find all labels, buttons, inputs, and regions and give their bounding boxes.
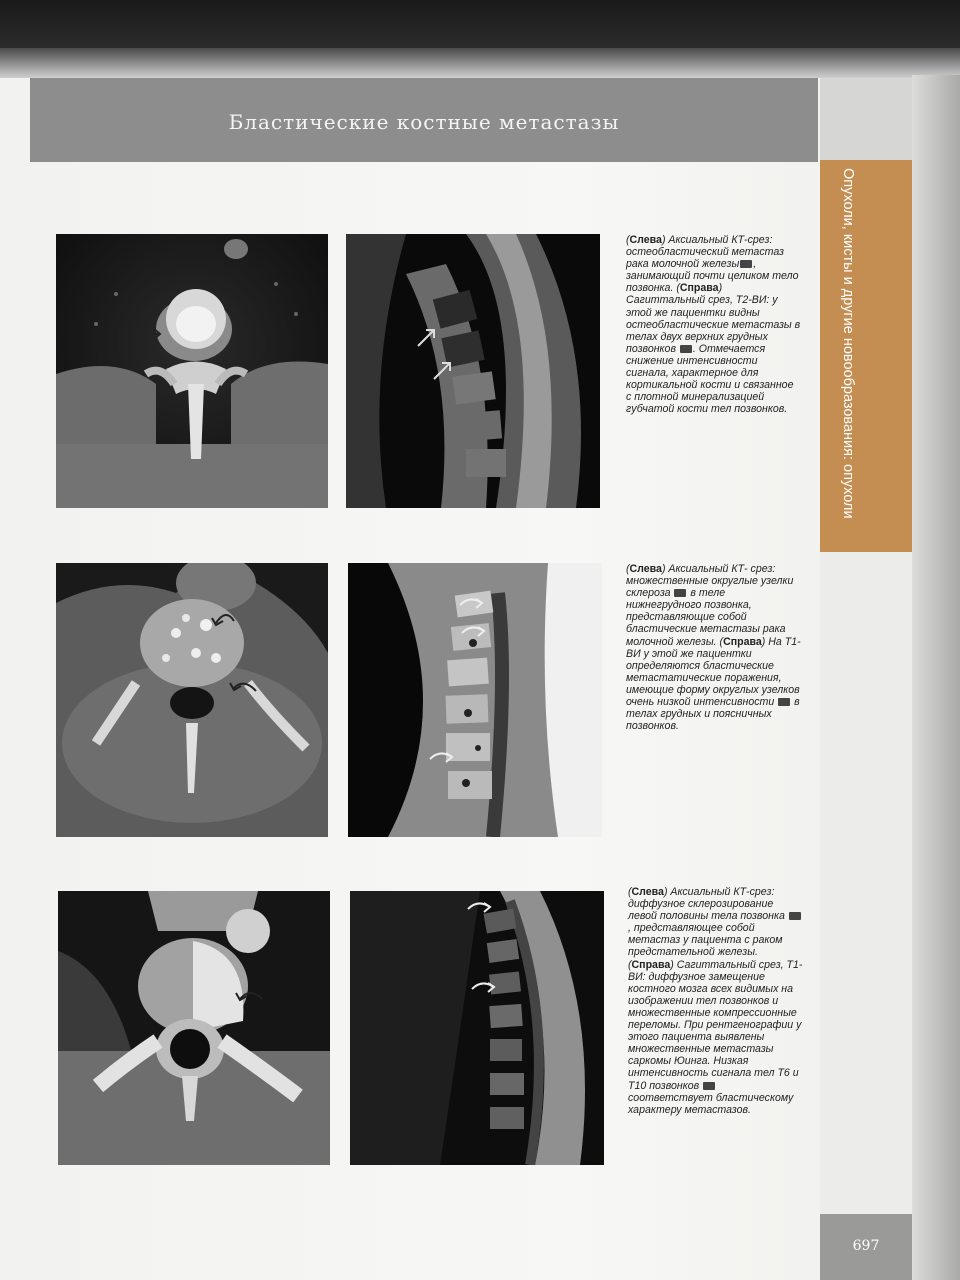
ct-axial-image-2 — [56, 563, 328, 837]
caption-1-right-text-2: . Отмечается снижение интенсивности сигнала, характерное для кортикальной кости и связанное с плотной минерализацией губчатой кости тел позвонков. — [626, 342, 794, 416]
mri-sagittal-image-3 — [350, 891, 604, 1165]
solid-arrow-icon — [789, 912, 801, 920]
side-pale-column — [820, 552, 912, 1214]
page-edge-shadow — [912, 75, 960, 1280]
caption-3-right-label: Справа — [631, 958, 671, 971]
caption-1-left-label: Слева — [629, 234, 662, 246]
top-gradient-band — [0, 48, 960, 78]
caption-1-left-text-2: , занимающий почти целиком тело позвонка. — [626, 258, 799, 295]
caption-3-left-text: Аксиальный КТ-срез: диффузное склерозирование левой половины тела позвонка — [628, 886, 785, 923]
page-number: 697 — [852, 1238, 880, 1254]
caption-1-left-text: Аксиальный КТ-срез: остеобластический метастаз рака молочной железы — [626, 234, 784, 271]
solid-arrow-icon — [703, 1082, 715, 1090]
caption-2-left-text-2: в теле нижнегрудного позвонка, представляющие собой бластические метастазы рака молочной железы. — [626, 587, 786, 648]
ct-axial-image-1 — [56, 234, 328, 508]
chapter-tab — [820, 160, 912, 552]
mri-sagittal-image-2 — [348, 563, 602, 837]
side-grey-block — [820, 78, 912, 160]
caption-1-right-label: Справа — [679, 282, 719, 295]
caption-3: (Слева) Аксиальный КТ-срез: диффузное склерозирование левой половины тела позвонка , представляющее собой метастаз у пациента с раком предстательной железы. (Справа) Сагиттальный срез, Т1-ВИ: диффузное замещение костного мозга всех видимых на изображении тел позвонков и множественные компрессионные переломы. При рентгенографии у этого пациента выявлены множественные метастазы саркомы Юинга. Низкая интенсивность сигнала тел Т6 и Т10 позвонков соответствует бластическому характеру метастазов. — [628, 886, 803, 1116]
caption-3-left-label: Слева — [631, 886, 664, 898]
solid-arrow-icon — [778, 698, 790, 706]
open-arrow-icon — [740, 260, 752, 268]
ct-axial-image-3 — [58, 891, 330, 1165]
caption-3-right-text: Сагиттальный срез, Т1-ВИ: диффузное замещение костного мозга всех видимых на изображении тел позвонков и множественные компрессионные переломы. При рентгенографии у этого пациента выявлены множественные метастазы саркомы Юинга. Низкая интенсивность сигнала тел Т6 и Т10 позвонков — [628, 958, 803, 1092]
caption-2-left-label: Слева — [629, 563, 662, 575]
page-title: Бластические костные метастазы — [228, 110, 620, 134]
caption-2-right-text-2: в телах грудных и поясничных позвонков. — [626, 696, 800, 733]
caption-2-left-text: Аксиальный КТ- срез: множественные округлые узелки склероза — [626, 563, 794, 600]
caption-1: (Слева) Аксиальный КТ-срез: остеобластический метастаз рака молочной железы , занимающий почти целиком тело позвонка. (Справа) Сагиттальный срез, Т2-ВИ: у этой же пациентки видны остеобластические метастазы в телах двух верхних грудных позвонков . Отмечается снижение интенсивности сигнала, характерное для кортикальной кости и связанное с плотной минерализацией губчатой кости тел позвонков. — [626, 234, 801, 416]
open-arrow-icon — [674, 589, 686, 597]
chapter-tab-label: Опухоли, кисты и другие новообразования: опухоли — [840, 168, 856, 519]
caption-1-right-text: Сагиттальный срез, Т2-ВИ: у этой же пациентки видны остеобластические метастазы в телах двух верхних грудных позвонков — [626, 294, 801, 355]
caption-3-right-text-2: соответствует бластическому характеру метастазов. — [628, 1091, 794, 1116]
caption-2: (Слева) Аксиальный КТ- срез: множественные округлые узелки склероза в теле нижнегрудного позвонка, представляющие собой бластические метастазы рака молочной железы. (Справа) На Т1-ВИ у этой же пациентки определяются бластические метастатические поражения, имеющие форму округлых узелков очень низкой интенсивности в телах грудных и поясничных позвонков. — [626, 563, 801, 733]
solid-arrow-icon — [680, 345, 692, 353]
caption-2-right-label: Справа — [723, 635, 762, 648]
mri-sagittal-image-1 — [346, 234, 600, 508]
caption-3-left-text-2: , представляющее собой метастаз у пациента с раком предстательной железы. — [628, 922, 783, 959]
caption-2-right-text: На Т1-ВИ у этой же пациентки определяются бластические метастатические поражения, имеющие форму округлых узелков очень низкой интенсивности — [626, 635, 801, 709]
